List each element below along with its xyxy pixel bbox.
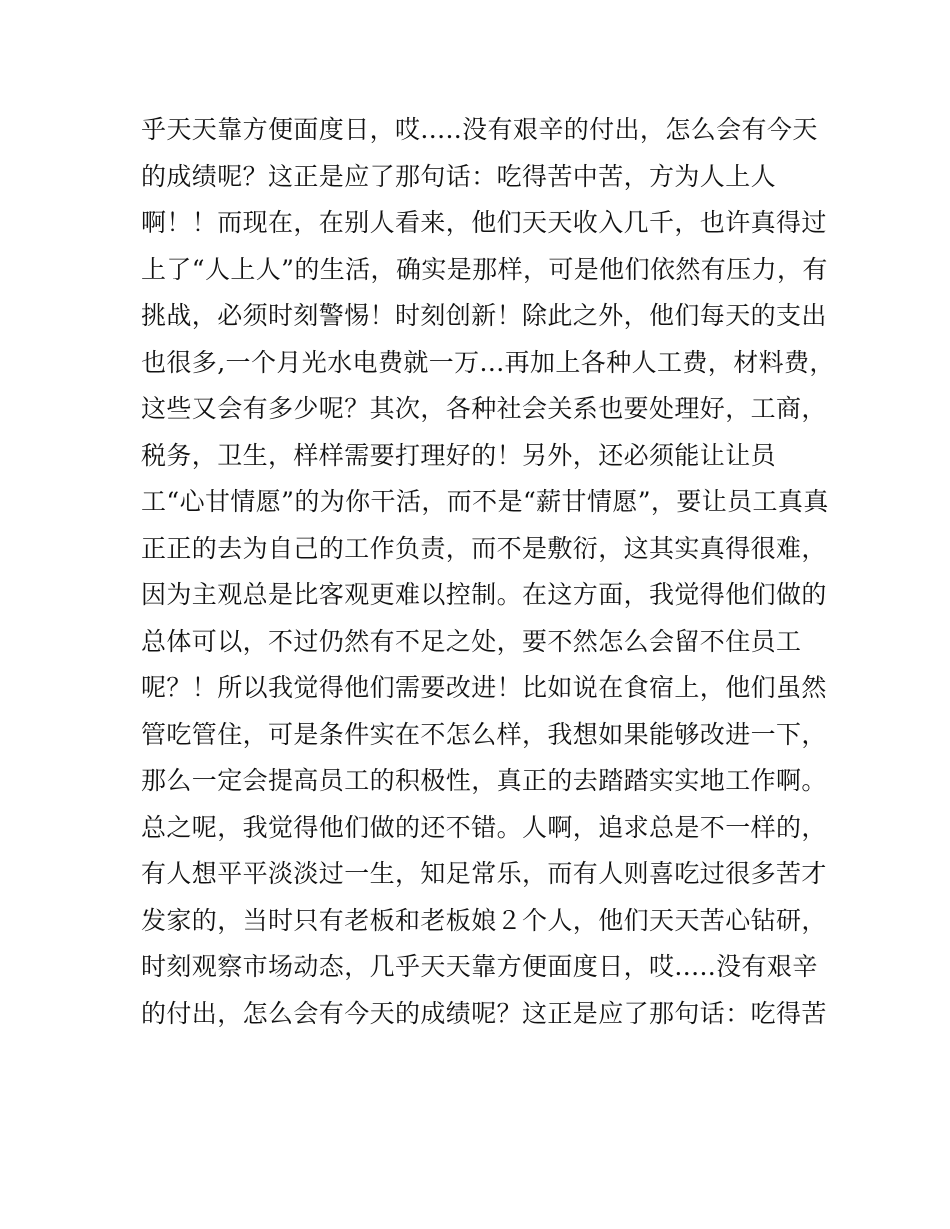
- text-line: 时刻观察市场动态，几乎天天靠方便面度日，哎.....没有艰辛: [141, 952, 818, 981]
- text-line: 总之呢，我觉得他们做的还不错。人啊，追求总是不一样的，: [141, 812, 827, 842]
- text-line: 上了“人上人”的生活，确实是那样，可是他们依然有压力，有: [141, 254, 828, 284]
- text-line: 税务，卫生，样样需要打理好的！另外，还必须能让让员: [141, 440, 777, 470]
- text-line: 发家的，当时只有老板和老板娘２个人，他们天天苦心钻研，: [141, 905, 827, 935]
- text-line: 有人想平平淡淡过一生，知足常乐，而有人则喜吃过很多苦才: [141, 859, 827, 888]
- text-line: 这些又会有多少呢？其次，各种社会关系也要处理好，工商，: [141, 394, 827, 423]
- body-text: [141, 107, 841, 1037]
- text-line: 因为主观总是比客观更难以控制。在这方面，我觉得他们做的: [141, 580, 827, 609]
- text-line: 那么一定会提高员工的积极性，真正的去踏踏实实地工作啊。: [141, 766, 827, 795]
- text-line: 的付出，怎么会有今天的成绩呢？这正是应了那句话：吃得苦: [141, 998, 827, 1028]
- text-line: 正正的去为自己的工作负责，而不是敷衍，这其实真得很难，: [141, 533, 827, 563]
- text-line: 挑战，必须时刻警惕！时刻创新！除此之外，他们每天的支出: [141, 301, 827, 330]
- text-line: 呢？！所以我觉得他们需要改进！比如说在食宿上，他们虽然: [141, 673, 827, 702]
- text-line: 也很多,一个月光水电费就一万...再加上各种人工费，材料费，: [141, 347, 835, 377]
- text-line: 管吃管住，可是条件实在不怎么样，我想如果能够改进一下，: [141, 719, 827, 749]
- text-line: 乎天天靠方便面度日，哎.....没有艰辛的付出，怎么会有今天: [141, 115, 818, 144]
- text-line: 啊！！而现在，在别人看来，他们天天收入几千，也许真得过: [141, 208, 827, 237]
- text-line: 的成绩呢？这正是应了那句话：吃得苦中苦，方为人上人: [141, 161, 777, 191]
- text-line: 工“心甘情愿”的为你干活，而不是“薪甘情愿”，要让员工真真: [141, 487, 829, 516]
- text-line: 总体可以，不过仍然有不足之处，要不然怎么会留不住员工: [141, 626, 802, 656]
